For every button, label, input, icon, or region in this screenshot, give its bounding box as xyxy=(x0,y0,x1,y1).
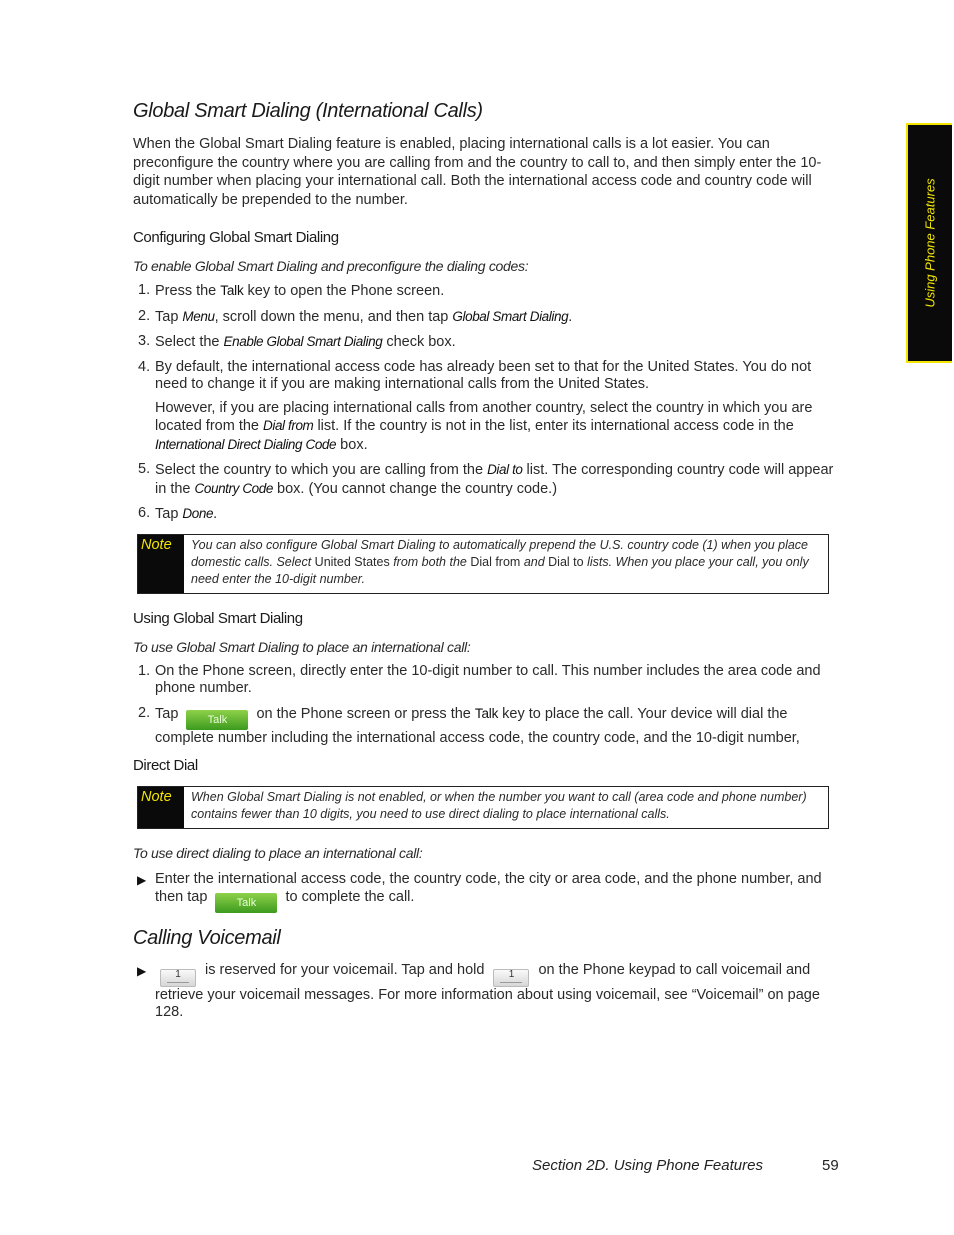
menu-label: Menu xyxy=(182,308,215,324)
done-label: Done xyxy=(182,506,214,521)
voicemail-bullets xyxy=(133,962,838,1022)
config-step-3: 3. Select the Enable Global Smart Dialing check box. xyxy=(138,333,456,350)
side-tab xyxy=(906,123,952,363)
note-text: When Global Smart Dialing is not enabled, or when the number you want to call (area code and phone number) contains fewer than 10 digits, you need to use direct dialing to place international calls. xyxy=(191,790,807,821)
talk-key-label: Talk xyxy=(474,705,499,721)
note-box-configuring xyxy=(137,534,829,594)
arrow-right-icon: ▶ xyxy=(137,963,147,978)
section-intro-paragraph: When the Global Smart Dialing feature is enabled, placing international calls is a lot easier. You can preconfigure the country where you are calling from and the country to call to, and then simply enter the 10-digit number when placing your international call. Both the international access code and country code will automatically be prepended to the number. xyxy=(133,136,822,208)
config-step-1: 1. Press the Talk key to open the Phone screen. xyxy=(138,282,445,299)
talk-button[interactable]: Talk xyxy=(186,710,248,730)
direct-intro: To use direct dialing to place an international call: xyxy=(133,845,423,861)
heading-direct-dial: Direct Dial xyxy=(133,757,198,774)
country-code-label: Country Code xyxy=(194,480,273,496)
config-step-2: 2. Tap Menu, scroll down the menu, and then tap Global Smart Dialing. xyxy=(138,307,573,325)
heading-configuring: Configuring Global Smart Dialing xyxy=(133,229,339,246)
using-intro: To use Global Smart Dialing to place an international call: xyxy=(133,638,471,655)
section-title-global-smart-dialing: Global Smart Dialing (International Calls) xyxy=(133,100,483,122)
config-step-4-sub: However, if you are placing international calls from another country, select the country in which you are located from the Dial from list. If the country is not in the list, enter its international access code in the International Direct Dialing Code box. xyxy=(155,399,813,453)
content xyxy=(133,100,838,1034)
config-step-5: 5. Select the country to which you are calling from the Dial to list. The corresponding country code will appear in the Country Code box. (You cannot change the country code.) xyxy=(138,461,834,497)
dial-from-label: Dial from xyxy=(263,418,314,433)
global-smart-dialing-label: Global Smart Dialing xyxy=(452,308,569,324)
note-box-direct xyxy=(137,786,829,829)
dial-to-label: Dial to xyxy=(487,462,523,477)
note-text: You can also configure Global Smart Dialing to automatically prepend the U.S. country code (1) when you place domestic calls. Select United States from both the Dial from and Dial to lists. When you place your call, you only need enter the 10-digit number. xyxy=(191,537,809,586)
enable-checkbox-label: Enable Global Smart Dialing xyxy=(223,334,383,349)
talk-key-label: Talk xyxy=(220,283,244,298)
idd-code-label: International Direct Dialing Code xyxy=(155,436,337,452)
using-steps xyxy=(133,663,838,748)
configuring-intro: To enable Global Smart Dialing and preconfigure the dialing codes: xyxy=(133,258,529,274)
talk-button[interactable]: Talk xyxy=(215,893,277,913)
side-tab-label: Using Phone Features xyxy=(922,178,938,308)
keypad-1-button[interactable]: 1 xyxy=(493,969,529,987)
config-step-4: 4. By default, the international access code has already been set to that for the United States. You do not need to change it if you are making international calls from the United States. However, if you are placing international calls from another country, select the country in which you are located from the Dial from list. If the country is not in the list, enter its international access code in the International Direct Dialing Code box. xyxy=(133,359,838,455)
keypad-1-button[interactable]: 1 xyxy=(160,969,196,987)
note-label: Note xyxy=(138,535,184,593)
voicemail-bullet: ▶ 1 is reserved for your voicemail. Tap and hold 1 on the Phone keypad to call voicemail and retrieve your voicemail messages. For more information about using voicemail, see “Voicemail” on page 128. xyxy=(137,961,820,1020)
page-number: 59 xyxy=(822,1157,839,1174)
footer-section: Section 2D. Using Phone Features xyxy=(532,1157,763,1174)
arrow-right-icon: ▶ xyxy=(137,873,147,887)
using-step-2: 2. Tap Talk on the Phone screen or press the Talk key to place the call. Your device will dial the complete number including the international access code, the country code, and the 10-digit number, xyxy=(138,704,800,746)
direct-bullets xyxy=(133,871,838,913)
configuring-steps xyxy=(133,282,838,524)
direct-bullet: ▶ Enter the international access code, the country code, the city or area code, and the phone number, and then tap Talk to complete the call. xyxy=(133,871,838,913)
note-label: Note xyxy=(138,787,184,828)
using-step-1: 1. On the Phone screen, directly enter the 10-digit number to call. This number includes the area code and phone number. xyxy=(138,662,821,696)
heading-using: Using Global Smart Dialing xyxy=(133,609,303,627)
section-title-calling-voicemail: Calling Voicemail xyxy=(133,926,281,949)
config-step-6: 6. Tap Done. xyxy=(138,505,218,522)
